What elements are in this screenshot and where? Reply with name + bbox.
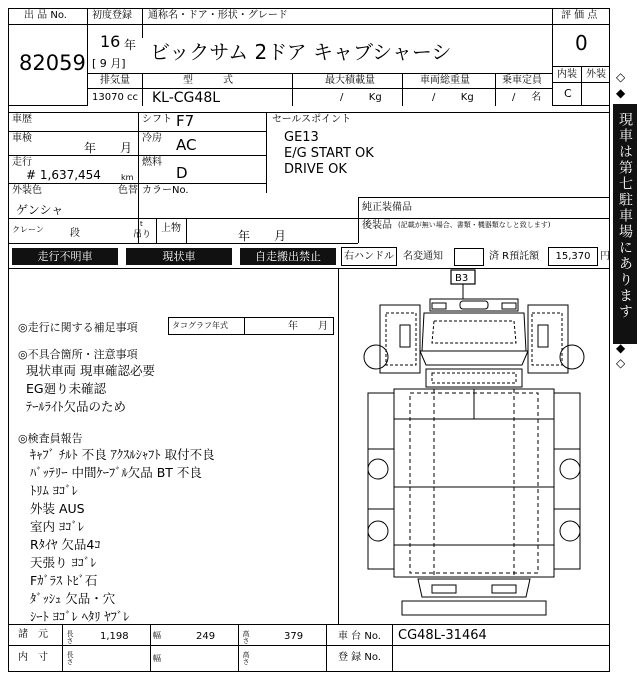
fuel-value: D: [176, 164, 188, 182]
fuel-label: 燃料: [142, 157, 162, 168]
defects-title: ◎不具合箇所・注意事項: [18, 348, 138, 361]
max-load-value: / Kg: [340, 92, 382, 103]
defect-line-1: 現状車両 現車確認必要: [26, 363, 155, 378]
first-reg-label: 初度登録: [92, 10, 132, 21]
inspector-line-9: ﾀﾞｯｼｭ 欠品・穴: [30, 591, 116, 606]
steering-side: 右ハンドル: [341, 247, 397, 266]
inspector-line-10: ｼｰﾄ ﾖｺﾞﾚ ﾍﾀﾘ ﾔﾌﾞﾚ: [30, 609, 130, 624]
name-change-checkbox: [454, 248, 484, 266]
inspector-line-8: Fｶﾞﾗｽ ﾄﾋﾞ石: [30, 573, 98, 588]
width-label: 幅: [153, 631, 161, 640]
lot-label: 出 品 No.: [24, 10, 67, 21]
genuine-equipment-label: 純正装備品: [362, 202, 412, 213]
inner-length-label: 長さ: [66, 651, 74, 665]
reg-label: 登 録 No.: [338, 652, 381, 663]
gross-weight-label: 車両総重量: [420, 75, 470, 86]
truck-damage-diagram: [340, 269, 608, 623]
defect-line-3: ﾃｰﾙﾗｲﾄ欠品のため: [26, 399, 127, 414]
dims-label: 諸 元: [18, 629, 48, 640]
lot-number: 82059: [19, 51, 86, 75]
first-reg-month: [ 9 月]: [92, 57, 126, 70]
length-label: 長さ: [66, 630, 74, 644]
sales-point-line-3: DRIVE OK: [284, 162, 347, 177]
inspector-line-3: ﾄﾘﾑ ﾖｺﾞﾚ: [30, 483, 78, 498]
mileage-value: # 1,637,454: [26, 168, 101, 182]
tachograph-value: 年 月: [288, 321, 328, 332]
inspection-label: 車検: [12, 133, 32, 144]
inspector-line-5: 室内 ﾖｺﾞﾚ: [30, 519, 84, 534]
crane-lift: 吊り: [133, 230, 152, 240]
length-value: 1,198: [100, 631, 129, 642]
aftermarket-label: 後装品: [362, 220, 392, 231]
sales-point-line-1: GE13: [284, 130, 319, 145]
first-reg-year-unit: 年: [124, 38, 137, 52]
exterior-label: 外装: [586, 69, 606, 80]
first-reg-year: 16: [100, 32, 121, 51]
sales-point-label: セールスポイント: [272, 114, 352, 125]
inner-height-label: 高さ: [242, 651, 250, 665]
driving-notes-title: ◎走行に関する補足事項: [18, 321, 138, 334]
inner-width-label: 幅: [153, 654, 161, 663]
interior-value: C: [564, 87, 572, 100]
as-is-vehicle-badge: 現状車: [126, 248, 232, 265]
car-name: ビックサム 2ドア キャブシャーシ: [150, 40, 452, 64]
location-text: 現車は第七駐車場にあります: [617, 112, 633, 320]
max-load-label: 最大積載量: [325, 75, 375, 86]
inspector-line-4: 外装 AUS: [30, 501, 85, 516]
mileage-unknown-badge: 走行不明車: [12, 248, 118, 265]
chassis-value: CG48L-31464: [398, 628, 487, 643]
crane-steps: 段: [70, 228, 80, 239]
inspector-line-2: ﾊﾞｯﾃﾘｰ 中間ｹｰﾌﾞﾙ欠品 BT 不良: [30, 465, 202, 480]
no-self-drive-badge: 自走搬出禁止: [240, 248, 336, 265]
exterior-color-value: ゲンシャ: [16, 203, 64, 217]
inspector-line-7: 天張り ﾖｺﾞﾚ: [30, 555, 97, 570]
ac-label: 冷房: [142, 133, 162, 144]
color-change-label: 色替: [118, 185, 138, 196]
diamond-top2-icon: ◆: [616, 86, 626, 100]
defect-line-2: EG廻り未確認: [26, 381, 107, 396]
location-sidebar: [613, 104, 637, 344]
grade-label: 評 価 点: [561, 10, 598, 21]
inspection-value: 年 月: [84, 141, 133, 155]
inspector-line-6: Rﾀｲﾔ 欠品4ｺ: [30, 537, 101, 552]
mileage-label: 走行: [12, 157, 32, 168]
diamond-bottom2-icon: ◇: [616, 356, 626, 370]
displacement-value: 13070 cc: [92, 92, 138, 103]
name-change-label: 名変通知: [403, 251, 443, 262]
shift-label: シフト: [142, 114, 172, 125]
inspector-title: ◎検査員報告: [18, 432, 83, 445]
name-label: 通称名・ドア・形状・グレード: [148, 10, 288, 21]
exterior-color-label: 外装色: [12, 185, 42, 196]
crane-label: クレーン: [12, 225, 44, 234]
mileage-unit: km: [121, 173, 134, 182]
model-label: 型 式: [183, 75, 233, 86]
gross-weight-value: / Kg: [432, 92, 474, 103]
inner-dims-label: 内 寸: [18, 652, 48, 663]
sales-point-line-2: E/G START OK: [284, 146, 374, 161]
crane-ton: t: [140, 220, 143, 228]
history-label: 車歴: [12, 114, 32, 125]
height-value: 379: [284, 631, 304, 642]
tachograph-label: タコグラフ年式: [172, 321, 228, 330]
displacement-label: 排気量: [100, 75, 130, 86]
diamond-top-icon: ◇: [616, 70, 626, 84]
model-value: KL-CG48L: [152, 90, 221, 106]
capacity-label: 乗車定員: [502, 75, 542, 86]
damage-mark-b3: B3: [455, 273, 469, 284]
inspector-line-1: ｷｬﾌﾞ ﾁﾙﾄ 不良 ｱｸｽﾙｼｬﾌﾄ 取付不良: [30, 447, 215, 462]
interior-label: 内装: [557, 69, 577, 80]
color-no-label: カラーNo.: [142, 185, 189, 196]
aftermarket-note: (記載が無い場合、書類・機器類なしと致します): [398, 221, 551, 229]
recycle-label: 済 R預託額: [489, 251, 540, 262]
ac-value: AC: [176, 136, 197, 154]
capacity-value: / 名: [512, 92, 542, 103]
diamond-bottom-icon: ◆: [616, 341, 626, 355]
recycle-unit: 円: [600, 251, 610, 262]
width-value: 249: [196, 631, 216, 642]
grade-value: 0: [575, 31, 588, 55]
recycle-value: 15,370: [548, 247, 598, 266]
shift-value: F7: [176, 112, 195, 130]
upper-label: 上物: [161, 223, 181, 234]
height-label: 高さ: [242, 630, 250, 644]
chassis-label: 車 台 No.: [338, 631, 381, 642]
upper-value: 年 月: [238, 229, 287, 243]
